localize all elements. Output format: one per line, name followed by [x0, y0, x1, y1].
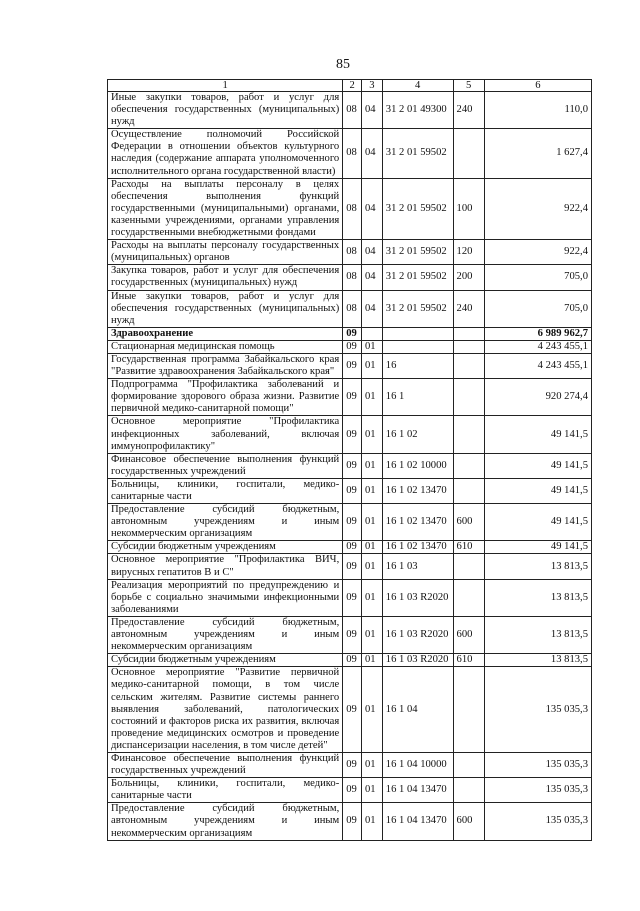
amount-cell: 922,4 [484, 178, 591, 239]
expense-type-cell [453, 453, 484, 478]
table-row [108, 240, 592, 265]
amount-cell: 49 141,5 [484, 416, 591, 453]
expense-type-cell: 240 [453, 290, 484, 327]
target-article-cell [382, 327, 453, 340]
subsection-code-cell: 01 [361, 778, 382, 803]
table-row [108, 778, 592, 803]
header-row [108, 80, 592, 92]
section-code-cell: 09 [343, 616, 362, 653]
table-row [108, 290, 592, 327]
row-name-cell: Предоставление субсидий бюджетным, автономным учреждениям и иным некоммерческим организациям [108, 616, 343, 653]
table-row [108, 554, 592, 579]
subsection-code-cell: 01 [361, 752, 382, 777]
amount-cell: 49 141,5 [484, 541, 591, 554]
amount-cell: 705,0 [484, 265, 591, 290]
target-article-cell: 31 2 01 59502 [382, 290, 453, 327]
expense-type-cell [453, 778, 484, 803]
amount-cell: 4 243 455,1 [484, 340, 591, 353]
row-name-cell: Субсидии бюджетным учреждениям [108, 541, 343, 554]
target-article-cell: 16 1 04 [382, 667, 453, 753]
header-cell: 6 [484, 80, 591, 92]
target-article-cell: 16 1 03 R2020 [382, 654, 453, 667]
amount-cell: 13 813,5 [484, 616, 591, 653]
target-article-cell: 16 1 02 13470 [382, 478, 453, 503]
table-row [108, 504, 592, 541]
section-code-cell: 09 [343, 667, 362, 753]
table-row [108, 327, 592, 340]
row-name-cell: Основное мероприятие "Профилактика ВИЧ, вирусных гепатитов В и С" [108, 554, 343, 579]
expense-type-cell: 100 [453, 178, 484, 239]
section-code-cell: 09 [343, 554, 362, 579]
target-article-cell: 31 2 01 59502 [382, 129, 453, 178]
section-code-cell: 09 [343, 654, 362, 667]
table-row [108, 541, 592, 554]
amount-cell: 13 813,5 [484, 554, 591, 579]
row-name-cell: Предоставление субсидий бюджетным, автономным учреждениям и иным некоммерческим организациям [108, 504, 343, 541]
amount-cell: 13 813,5 [484, 579, 591, 616]
expense-type-cell [453, 379, 484, 416]
expense-type-cell: 610 [453, 654, 484, 667]
section-code-cell: 08 [343, 129, 362, 178]
expense-type-cell: 120 [453, 240, 484, 265]
expense-type-cell: 600 [453, 504, 484, 541]
table-row [108, 129, 592, 178]
target-article-cell: 31 2 01 59502 [382, 178, 453, 239]
table-row [108, 803, 592, 840]
amount-cell: 13 813,5 [484, 654, 591, 667]
budget-table [107, 79, 592, 841]
target-article-cell: 16 1 03 R2020 [382, 616, 453, 653]
section-code-cell: 09 [343, 353, 362, 378]
target-article-cell: 31 2 01 59502 [382, 265, 453, 290]
target-article-cell: 16 1 [382, 379, 453, 416]
amount-cell: 49 141,5 [484, 453, 591, 478]
subsection-code-cell: 01 [361, 416, 382, 453]
amount-cell: 4 243 455,1 [484, 353, 591, 378]
subsection-code-cell: 01 [361, 554, 382, 579]
row-name-cell: Реализация мероприятий по предупреждению и борьбе с социально значимыми инфекционными заболеваниями [108, 579, 343, 616]
subsection-code-cell: 04 [361, 265, 382, 290]
expense-type-cell: 240 [453, 92, 484, 129]
subsection-code-cell: 04 [361, 92, 382, 129]
subsection-code-cell: 04 [361, 129, 382, 178]
target-article-cell: 16 1 02 [382, 416, 453, 453]
section-code-cell: 09 [343, 752, 362, 777]
section-code-cell: 09 [343, 478, 362, 503]
expense-type-cell: 600 [453, 616, 484, 653]
header-cell: 3 [361, 80, 382, 92]
subsection-code-cell: 01 [361, 541, 382, 554]
table-row [108, 616, 592, 653]
amount-cell: 135 035,3 [484, 667, 591, 753]
row-name-cell: Иные закупки товаров, работ и услуг для обеспечения государственных (муниципальных) нужд [108, 92, 343, 129]
amount-cell: 135 035,3 [484, 803, 591, 840]
expense-type-cell [453, 416, 484, 453]
target-article-cell: 31 2 01 59502 [382, 240, 453, 265]
target-article-cell: 16 1 03 [382, 554, 453, 579]
table-row [108, 478, 592, 503]
row-name-cell: Расходы на выплаты персоналу государственных (муниципальных) органов [108, 240, 343, 265]
expense-type-cell [453, 478, 484, 503]
section-code-cell: 09 [343, 541, 362, 554]
amount-cell: 920 274,4 [484, 379, 591, 416]
section-code-cell: 08 [343, 92, 362, 129]
section-code-cell: 09 [343, 327, 362, 340]
section-code-cell: 08 [343, 178, 362, 239]
subsection-code-cell: 01 [361, 453, 382, 478]
table-row [108, 379, 592, 416]
amount-cell: 705,0 [484, 290, 591, 327]
expense-type-cell: 200 [453, 265, 484, 290]
header-cell: 5 [453, 80, 484, 92]
table-row [108, 92, 592, 129]
row-name-cell: Осуществление полномочий Российской Федерации в отношении объектов культурного наследия (содержание аппарата уполномоченного исполнительного органа государственной власти) [108, 129, 343, 178]
expense-type-cell [453, 129, 484, 178]
table-row [108, 752, 592, 777]
section-code-cell: 09 [343, 416, 362, 453]
subsection-code-cell: 01 [361, 579, 382, 616]
target-article-cell: 16 [382, 353, 453, 378]
subsection-code-cell: 04 [361, 178, 382, 239]
target-article-cell: 31 2 01 49300 [382, 92, 453, 129]
target-article-cell: 16 1 02 13470 [382, 541, 453, 554]
row-name-cell: Финансовое обеспечение выполнения функций государственных учреждений [108, 453, 343, 478]
row-name-cell: Расходы на выплаты персоналу в целях обеспечения выполнения функций государственными (муниципальными) органами, казенными учреждениями, органами управления государственными внебюджетными фондами [108, 178, 343, 239]
row-name-cell: Государственная программа Забайкальского края "Развитие здравоохранения Забайкальского края" [108, 353, 343, 378]
header-cell: 4 [382, 80, 453, 92]
amount-cell: 1 627,4 [484, 129, 591, 178]
subsection-code-cell: 04 [361, 290, 382, 327]
subsection-code-cell [361, 327, 382, 340]
target-article-cell: 16 1 04 10000 [382, 752, 453, 777]
table-row [108, 667, 592, 753]
subsection-code-cell: 01 [361, 478, 382, 503]
header-cell: 1 [108, 80, 343, 92]
amount-cell: 49 141,5 [484, 478, 591, 503]
table-row [108, 353, 592, 378]
expense-type-cell [453, 327, 484, 340]
row-name-cell: Основное мероприятие "Развитие первичной медико-санитарной помощи, в том числе сельским жителям. Развитие системы раннего выявления заболеваний, патологических состояний и факторов риска их развития, включая проведение медицинских осмотров и проведение диспансеризации населения, в том числе детей" [108, 667, 343, 753]
row-name-cell: Предоставление субсидий бюджетным, автономным учреждениям и иным некоммерческим организациям [108, 803, 343, 840]
row-name-cell: Субсидии бюджетным учреждениям [108, 654, 343, 667]
table-row [108, 178, 592, 239]
target-article-cell: 16 1 03 R2020 [382, 579, 453, 616]
expense-type-cell [453, 667, 484, 753]
section-code-cell: 08 [343, 265, 362, 290]
section-code-cell: 08 [343, 240, 362, 265]
section-code-cell: 09 [343, 453, 362, 478]
subsection-code-cell: 01 [361, 353, 382, 378]
row-name-cell: Закупка товаров, работ и услуг для обеспечения государственных (муниципальных) нужд [108, 265, 343, 290]
target-article-cell: 16 1 02 10000 [382, 453, 453, 478]
section-code-cell: 09 [343, 579, 362, 616]
expense-type-cell [453, 340, 484, 353]
subsection-code-cell: 01 [361, 379, 382, 416]
page-number: 85 [336, 57, 350, 72]
section-code-cell: 09 [343, 803, 362, 840]
table-row [108, 453, 592, 478]
expense-type-cell [453, 752, 484, 777]
row-name-cell: Больницы, клиники, госпитали, медико-санитарные части [108, 778, 343, 803]
section-code-cell: 08 [343, 290, 362, 327]
target-article-cell: 16 1 02 13470 [382, 504, 453, 541]
expense-type-cell [453, 554, 484, 579]
amount-cell: 135 035,3 [484, 752, 591, 777]
section-code-cell: 09 [343, 379, 362, 416]
row-name-cell: Иные закупки товаров, работ и услуг для обеспечения государственных (муниципальных) нужд [108, 290, 343, 327]
subsection-code-cell: 01 [361, 667, 382, 753]
section-code-cell: 09 [343, 340, 362, 353]
target-article-cell: 16 1 04 13470 [382, 803, 453, 840]
amount-cell: 922,4 [484, 240, 591, 265]
amount-cell: 135 035,3 [484, 778, 591, 803]
table-row [108, 340, 592, 353]
table-row [108, 416, 592, 453]
subsection-code-cell: 01 [361, 803, 382, 840]
row-name-cell: Финансовое обеспечение выполнения функций государственных учреждений [108, 752, 343, 777]
table-row [108, 265, 592, 290]
table-row [108, 654, 592, 667]
expense-type-cell [453, 579, 484, 616]
subsection-code-cell: 01 [361, 616, 382, 653]
expense-type-cell: 600 [453, 803, 484, 840]
subsection-code-cell: 01 [361, 654, 382, 667]
amount-cell: 110,0 [484, 92, 591, 129]
expense-type-cell: 610 [453, 541, 484, 554]
expense-type-cell [453, 353, 484, 378]
subsection-code-cell: 01 [361, 340, 382, 353]
row-name-cell: Здравоохранение [108, 327, 343, 340]
subsection-code-cell: 04 [361, 240, 382, 265]
table-row [108, 579, 592, 616]
row-name-cell: Основное мероприятие "Профилактика инфекционных заболеваний, включая иммунопрофилактику" [108, 416, 343, 453]
amount-cell: 49 141,5 [484, 504, 591, 541]
target-article-cell [382, 340, 453, 353]
row-name-cell: Больницы, клиники, госпитали, медико-санитарные части [108, 478, 343, 503]
target-article-cell: 16 1 04 13470 [382, 778, 453, 803]
subsection-code-cell: 01 [361, 504, 382, 541]
row-name-cell: Подпрограмма "Профилактика заболеваний и формирование здорового образа жизни. Развитие первичной медико-санитарной помощи" [108, 379, 343, 416]
header-cell: 2 [343, 80, 362, 92]
amount-cell: 6 989 962,7 [484, 327, 591, 340]
row-name-cell: Стационарная медицинская помощь [108, 340, 343, 353]
section-code-cell: 09 [343, 778, 362, 803]
section-code-cell: 09 [343, 504, 362, 541]
